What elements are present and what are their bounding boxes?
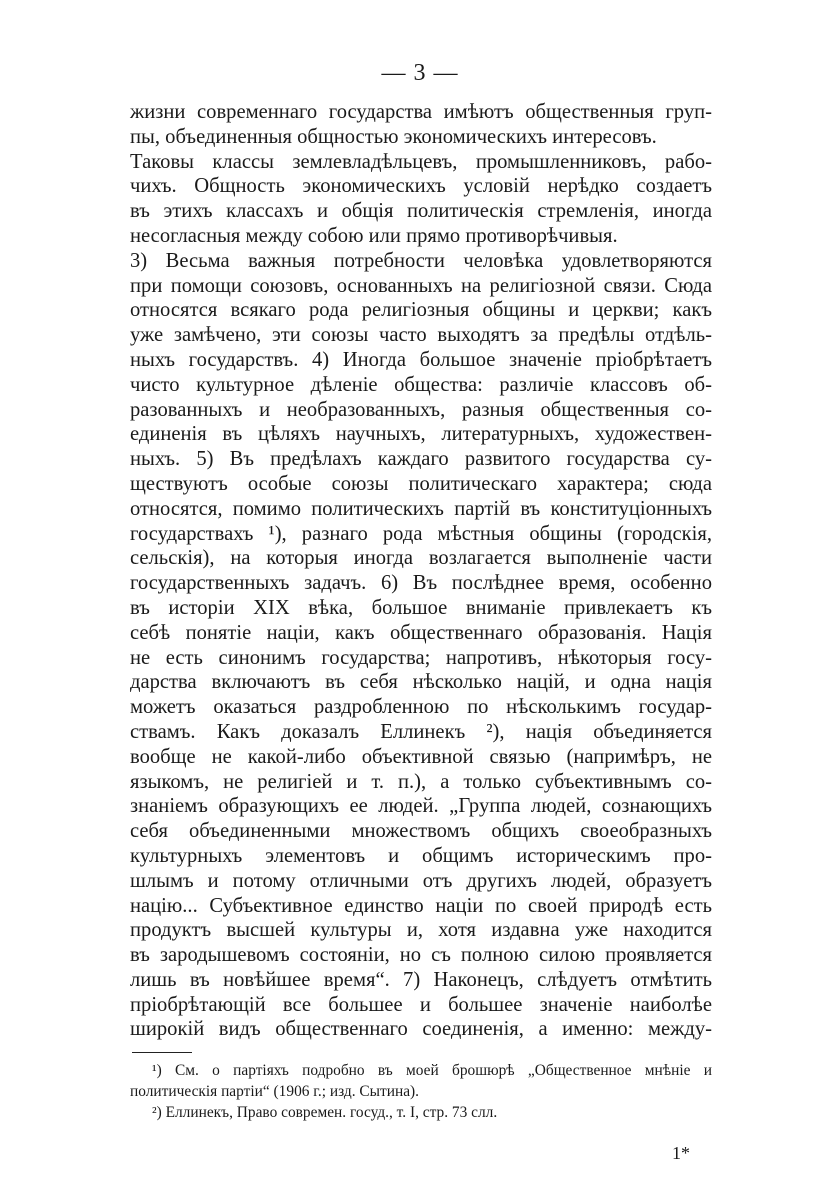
text-line: чисто культурное дѣленіе общества: различіе классовъ об- [130,373,712,396]
text-line: 3) Весьма важныя потребности человѣка удовлетворяются [130,249,712,272]
text-line: въ зародышевомъ состояніи, но съ полною силою проявляется [130,944,712,967]
text-line: государствахъ ¹), разнаго рода мѣстныя общины (городскія, [130,522,712,545]
text-line: государственныхъ задачъ. 6) Въ послѣднее время, особенно [130,572,712,595]
text-line: можетъ оказаться раздробленною по нѣсколькимъ государ- [130,696,712,719]
text-line: лишь въ новѣйшее время“. 7) Наконецъ, слѣдуетъ отмѣтить [130,968,712,991]
text-line: относятся, помимо политическихъ партій въ конституціонныхъ [130,497,712,520]
text-line: пріобрѣтающій все большее и большее значеніе наиболѣе [130,993,712,1016]
text-line: сельскія), на которыя иногда возлагается выполненіе части [130,547,712,570]
footnote-line: ¹) См. о партіяхъ подробно въ моей брошюрѣ „Общественное мнѣніе и [152,1062,712,1079]
footnote-line: политическія партіи“ (1906 г.; изд. Сытина). [130,1083,420,1100]
text-line: чихъ. Общность экономическихъ условій нерѣдко создаетъ [130,175,712,198]
footnote-line: ²) Еллинекъ, Право современ. госуд., т. I, стр. 73 слл. [152,1104,498,1121]
text-line: разованныхъ и необразованныхъ, разныя общественныя со- [130,398,712,421]
text-line: не есть синонимъ государства; напротивъ, нѣкоторыя госу- [130,646,712,669]
text-line: несогласныя между собою или прямо противорѣчивыя. [130,224,618,247]
text-line: себѣ понятіе націи, какъ общественнаго образованія. Нація [130,621,712,644]
text-line: знаніемъ образующихъ ее людей. „Группа людей, сознающихъ [130,795,712,818]
text-line: уже замѣчено, эти союзы часто выходятъ за предѣлы отдѣль- [130,324,712,347]
body-text [130,100,712,1042]
text-line: широкій видъ общественнаго соединенія, а именно: между- [130,1018,712,1041]
text-line: единенія въ цѣляхъ научныхъ, литературныхъ, художествен- [130,423,712,446]
text-line: шлымъ и потому отличными отъ другихъ людей, образуетъ [130,869,712,892]
text-line: въ этихъ классахъ и общія политическія стремленія, иногда [130,200,712,223]
footnotes [130,1060,712,1123]
text-line: ныхъ. 5) Въ предѣлахъ каждаго развитого государства су- [130,448,712,471]
text-line: Таковы классы землевладѣльцевъ, промышленниковъ, рабо- [130,150,712,173]
page-number: — 3 — [381,60,459,86]
text-line: продуктъ высшей культуры и, хотя издавна уже находится [130,919,712,942]
footnote-divider [132,1052,192,1053]
text-line: культурныхъ элементовъ и общимъ историческимъ про- [130,844,712,867]
text-line: ствамъ. Какъ доказалъ Еллинекъ ²), нація объединяется [130,720,712,743]
text-line: относятся всякаго рода религіозныя общины и церкви; какъ [130,299,712,322]
text-line: дарства включаютъ въ себя нѣсколько націй, и одна нація [130,671,712,694]
text-line: при помощи союзовъ, основанныхъ на религіозной связи. Сюда [130,274,712,297]
text-line: пы, объединенныя общностью экономическихъ интересовъ. [130,125,657,148]
text-line: ществуютъ особые союзы политическаго характера; сюда [130,472,712,495]
text-line: ныхъ государствъ. 4) Иногда большое значеніе пріобрѣтаетъ [130,348,712,371]
signature-mark: 1* [672,1143,690,1163]
text-line: жизни современнаго государства имѣютъ общественныя груп- [130,101,712,123]
text-line: въ исторіи XIX вѣка, большое вниманіе привлекаетъ къ [130,596,712,619]
text-line: вообще не какой-либо объективной связью (напримѣръ, не [130,745,712,768]
text-line: языкомъ, не религіей и т. п.), а только субъективнымъ со- [130,770,712,793]
text-line: націю... Субъективное единство націи по своей природѣ есть [130,894,712,917]
text-line: себя объединенными множествомъ общихъ своеобразныхъ [130,820,712,843]
